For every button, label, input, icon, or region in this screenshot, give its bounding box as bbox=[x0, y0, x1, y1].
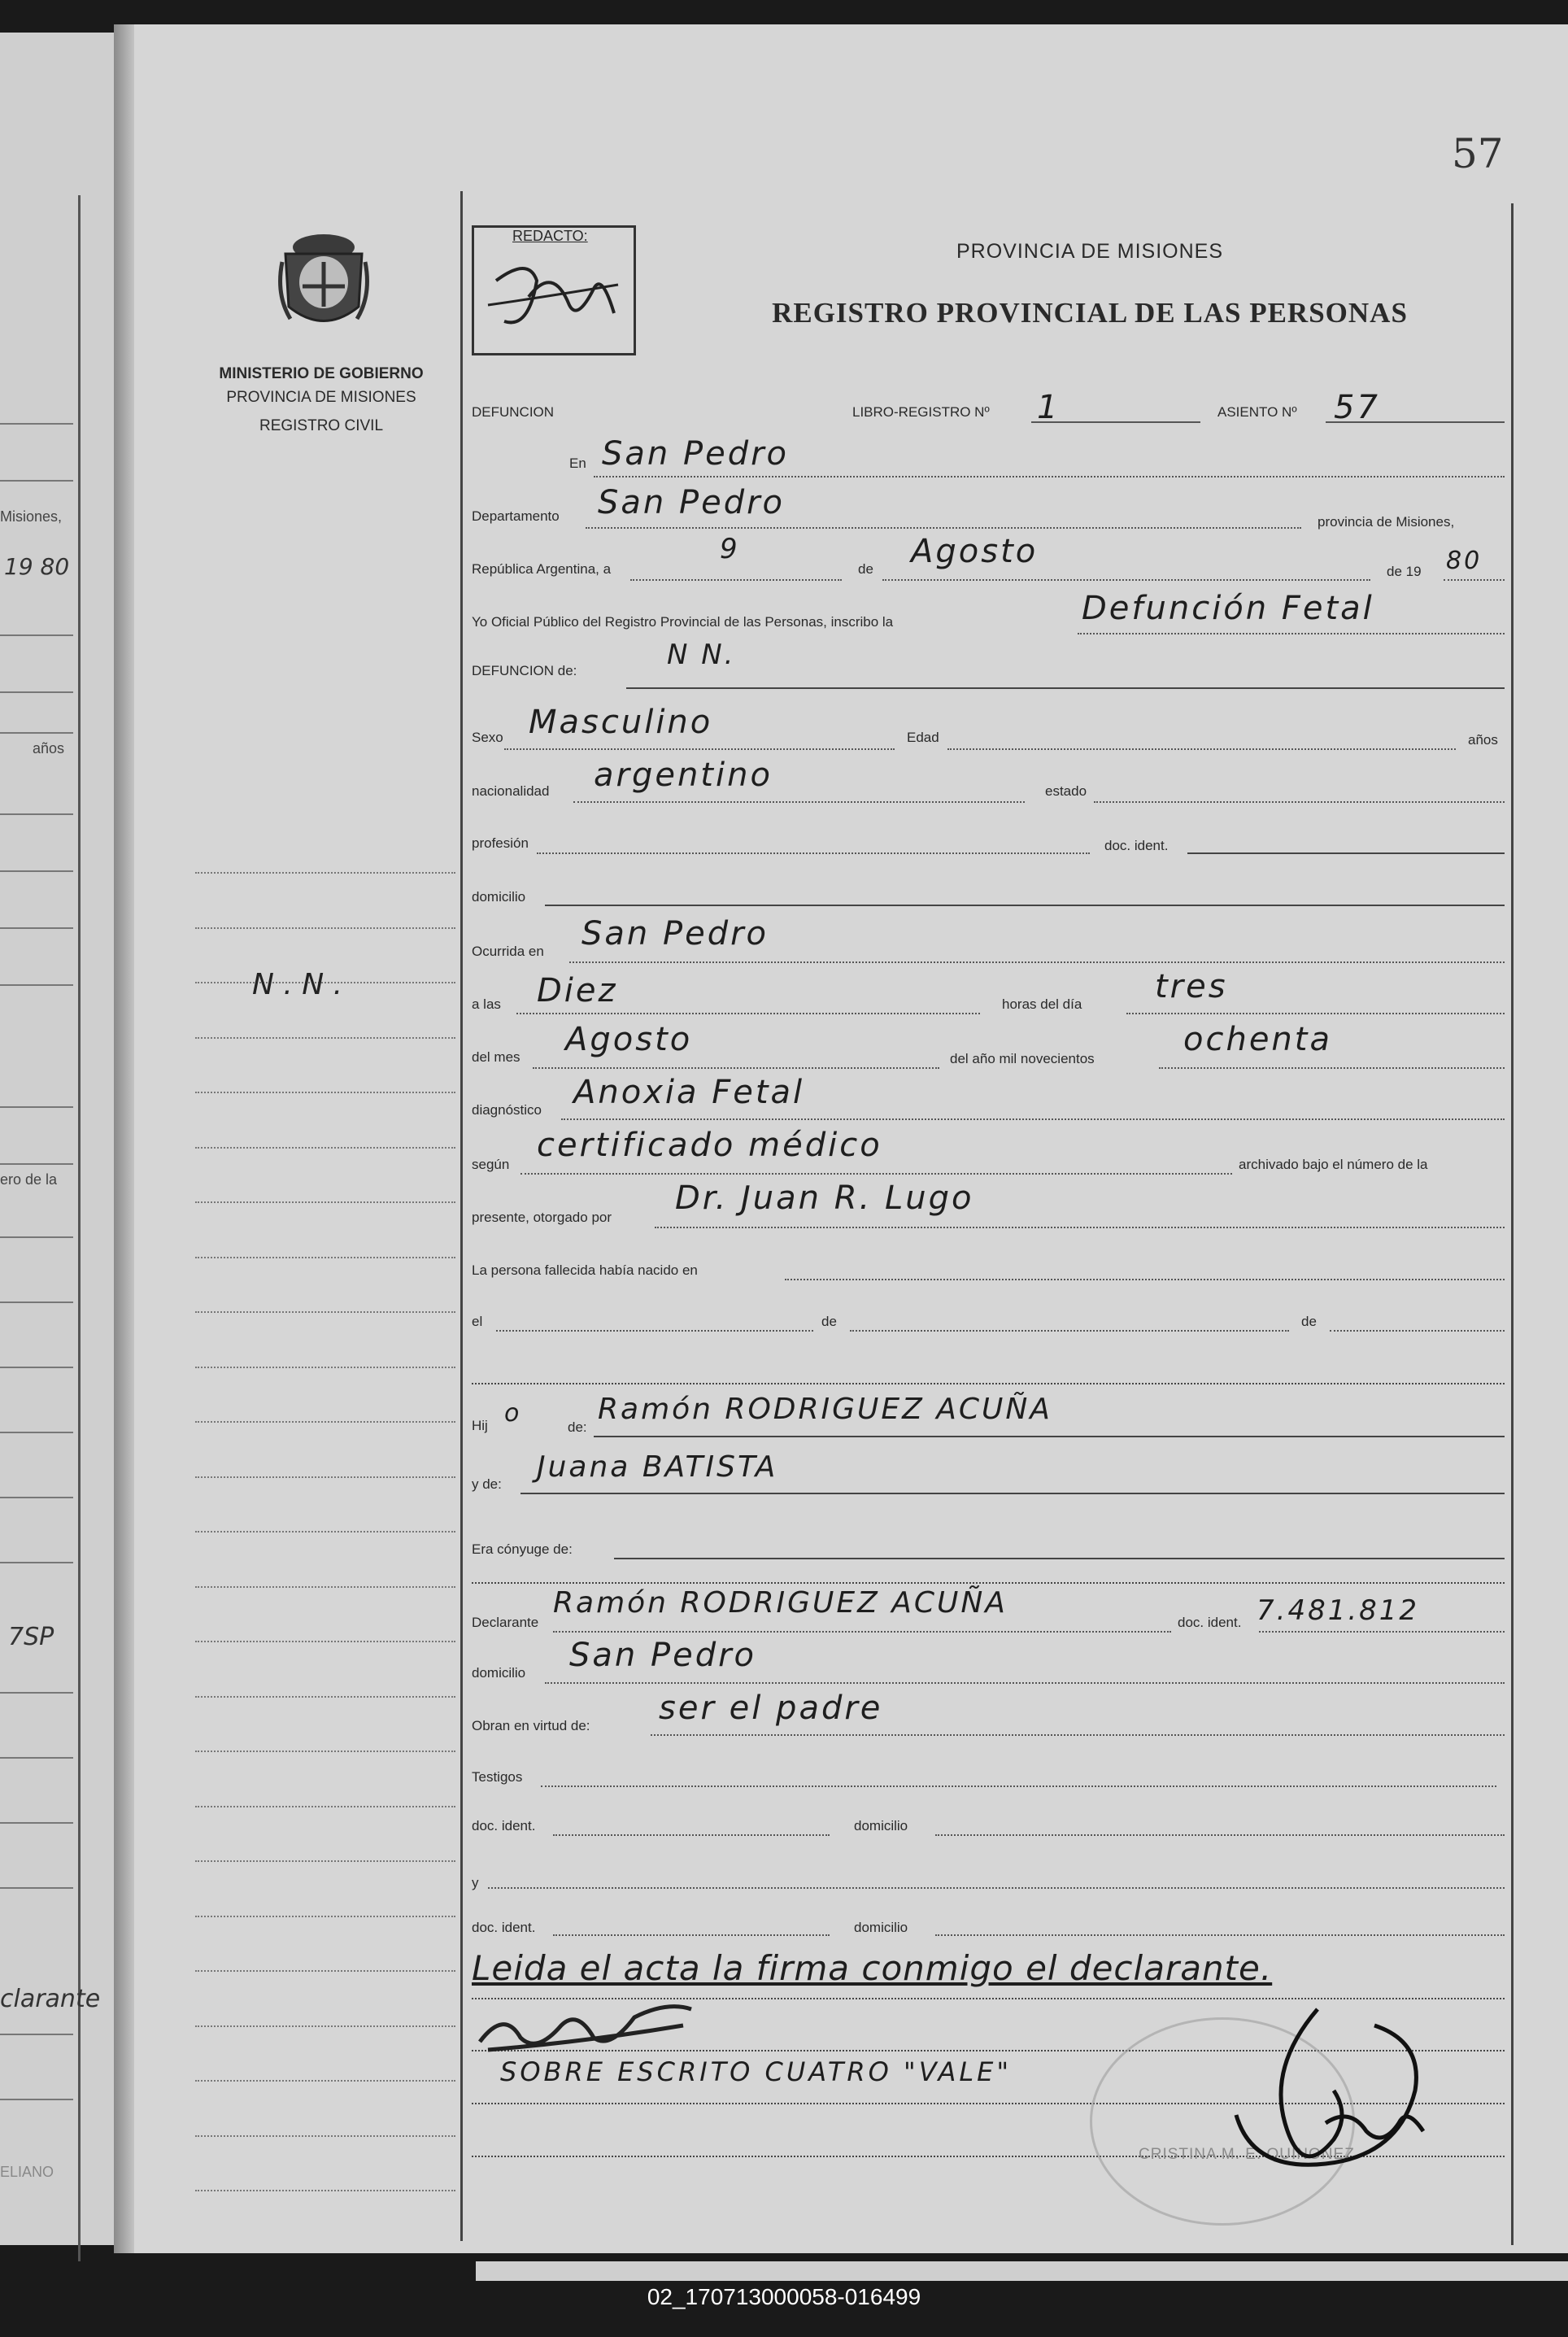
left-rule-line bbox=[0, 1757, 73, 1759]
y-label: y bbox=[472, 1875, 479, 1890]
redacto-signature bbox=[480, 248, 626, 346]
nacionalidad-field bbox=[573, 801, 1025, 803]
alas-value: Diez bbox=[537, 972, 618, 1009]
left-fragment-handwriting: clarante bbox=[0, 1985, 101, 2013]
declarante-doc-value: 7.481.812 bbox=[1257, 1594, 1420, 1627]
delmes-label: del mes bbox=[472, 1049, 520, 1065]
registry-title: REGISTRO PROVINCIAL DE LAS PERSONAS bbox=[772, 297, 1408, 329]
leida-statement: Leida el acta la firma conmigo el declarante. bbox=[472, 1948, 1273, 1988]
left-rule-line bbox=[0, 1367, 73, 1368]
en-label: En bbox=[569, 456, 586, 471]
sexo-field bbox=[504, 748, 895, 750]
left-rule-line bbox=[0, 691, 73, 693]
left-rule-line bbox=[0, 1163, 73, 1165]
bottom-page-edge bbox=[476, 2261, 1568, 2281]
mes-value: Agosto bbox=[911, 533, 1039, 570]
testigos-field bbox=[541, 1785, 1496, 1787]
provincia-label: provincia de Misiones, bbox=[1318, 514, 1455, 530]
padre-field bbox=[594, 1436, 1505, 1437]
profesion-label: profesión bbox=[472, 835, 529, 851]
ministry-line: MINISTERIO DE GOBIERNO bbox=[219, 365, 424, 382]
left-rule-line bbox=[0, 1106, 73, 1108]
declarant-signature bbox=[472, 1993, 699, 2066]
estado-field bbox=[1094, 801, 1505, 803]
departamento-field bbox=[586, 527, 1301, 529]
t2-dom-field bbox=[935, 1934, 1505, 1936]
de3-field bbox=[1330, 1330, 1505, 1332]
delanio-value: ochenta bbox=[1183, 1021, 1332, 1058]
horas-value: tres bbox=[1155, 968, 1228, 1005]
image-caption: 02_170713000058-016499 bbox=[647, 2284, 921, 2309]
ministry-line: REGISTRO CIVIL bbox=[259, 417, 384, 434]
t-doc-field bbox=[553, 1834, 830, 1836]
left-rule-line bbox=[0, 2099, 73, 2100]
testigos-label: Testigos bbox=[472, 1769, 523, 1785]
domicilio-field bbox=[545, 905, 1505, 906]
republica-label: República Argentina, a bbox=[472, 561, 612, 577]
diagnostico-field bbox=[561, 1118, 1505, 1120]
presente-value: Dr. Juan R. Lugo bbox=[675, 1179, 974, 1217]
anos-label: años bbox=[1468, 732, 1498, 748]
de3-label: de bbox=[1301, 1314, 1317, 1329]
anio-value: 80 bbox=[1446, 547, 1483, 575]
defuncion-de-label: DEFUNCION de: bbox=[472, 663, 577, 678]
left-rule-line bbox=[0, 732, 73, 734]
padre-value: Ramón RODRIGUEZ ACUÑA bbox=[598, 1393, 1052, 1426]
departamento-label: Departamento bbox=[472, 508, 560, 524]
left-rule-line bbox=[0, 1497, 73, 1498]
left-rule-line bbox=[0, 1887, 73, 1889]
left-rule-line bbox=[0, 1301, 73, 1303]
official-signature bbox=[1187, 1993, 1448, 2196]
ministry-line: PROVINCIA DE MISIONES bbox=[226, 389, 416, 406]
anio-label: de 19 bbox=[1387, 564, 1422, 579]
left-rule-line bbox=[0, 870, 73, 872]
nacido-label: La persona fallecida había nacido en bbox=[472, 1262, 698, 1278]
hij-value: o bbox=[504, 1399, 522, 1428]
nacionalidad-label: nacionalidad bbox=[472, 783, 550, 799]
delmes-field bbox=[533, 1067, 939, 1069]
coat-of-arms-icon bbox=[274, 229, 373, 335]
docident-field bbox=[1187, 852, 1505, 854]
ocurrida-label: Ocurrida en bbox=[472, 944, 544, 959]
left-fragment-text: ero de la bbox=[0, 1171, 58, 1188]
page-number: 57 bbox=[1452, 130, 1504, 177]
page-column-rule bbox=[460, 191, 463, 2241]
delanio-field bbox=[1159, 1067, 1505, 1069]
province-title: PROVINCIA DE MISIONES bbox=[956, 240, 1223, 263]
delanio-label: del año mil novecientos bbox=[950, 1051, 1095, 1066]
left-rule-line bbox=[0, 984, 73, 986]
sobre-escrito-note: SOBRE ESCRITO CUATRO "VALE" bbox=[500, 2056, 1013, 2087]
dom-decl-field bbox=[545, 1682, 1505, 1684]
stamp-text: CRISTINA M. E. QUINONEZ bbox=[1139, 2146, 1355, 2163]
dia-value: 9 bbox=[720, 533, 740, 565]
dom-decl-label: domicilio bbox=[472, 1665, 526, 1681]
left-fragment-text: ELIANO bbox=[0, 2164, 54, 2180]
de-label: de bbox=[858, 561, 873, 577]
declarante-label: Declarante bbox=[472, 1615, 539, 1630]
asiento-value: 57 bbox=[1334, 389, 1380, 426]
de2-label: de bbox=[821, 1314, 837, 1329]
mes-field bbox=[882, 579, 1370, 581]
presente-label: presente, otorgado por bbox=[472, 1210, 612, 1225]
left-rule-line bbox=[0, 927, 73, 929]
nacionalidad-value: argentino bbox=[594, 756, 773, 794]
madre-value: Juana BATISTA bbox=[537, 1450, 778, 1484]
t-dom-field bbox=[935, 1834, 1505, 1836]
en-field bbox=[594, 476, 1505, 477]
page-right-rule bbox=[1511, 203, 1514, 2245]
left-fragment-handwriting: 7SP bbox=[8, 1623, 54, 1651]
domicilio-label: domicilio bbox=[472, 889, 526, 905]
edad-label: Edad bbox=[907, 730, 939, 745]
margin-note: N . N . bbox=[252, 968, 343, 1001]
t2-doc-field bbox=[553, 1934, 830, 1936]
estado-label: estado bbox=[1045, 783, 1087, 799]
anio-field bbox=[1444, 579, 1505, 581]
left-rule-line bbox=[0, 1236, 73, 1238]
left-rule-line bbox=[0, 2034, 73, 2035]
el-label: el bbox=[472, 1314, 483, 1329]
redacto-label: REDACTO: bbox=[512, 228, 588, 244]
defuncion-de-field bbox=[626, 687, 1505, 689]
dom-decl-value: San Pedro bbox=[569, 1637, 757, 1674]
left-fragment-year: 19 80 bbox=[4, 553, 70, 580]
left-page-rule bbox=[78, 195, 81, 2261]
left-rule-line bbox=[0, 1822, 73, 1824]
left-rule-line bbox=[0, 423, 73, 425]
horas-field bbox=[1126, 1013, 1505, 1014]
yde-label: y de: bbox=[472, 1476, 502, 1492]
oficial-label: Yo Oficial Público del Registro Provincial de las Personas, inscribo la bbox=[472, 614, 894, 630]
declarante-doc-label: doc. ident. bbox=[1178, 1615, 1242, 1630]
presente-field bbox=[655, 1227, 1505, 1228]
conyuge-label: Era cónyuge de: bbox=[472, 1541, 573, 1557]
horas-label: horas del día bbox=[1002, 996, 1082, 1012]
left-rule-line bbox=[0, 1562, 73, 1563]
ocurrida-field bbox=[569, 961, 1505, 963]
de2-field bbox=[850, 1330, 1289, 1332]
profesion-field bbox=[537, 852, 1090, 854]
archivado-label: archivado bajo el número de la bbox=[1239, 1157, 1428, 1172]
oficial-value: Defunción Fetal bbox=[1082, 590, 1374, 627]
obran-label: Obran en virtud de: bbox=[472, 1718, 590, 1733]
t2-dom-label: domicilio bbox=[854, 1920, 908, 1935]
nacido-field bbox=[785, 1279, 1505, 1280]
left-fragment-text: Misiones, bbox=[0, 508, 63, 525]
conyuge-field bbox=[614, 1558, 1505, 1559]
segun-label: según bbox=[472, 1157, 510, 1172]
diagnostico-value: Anoxia Fetal bbox=[573, 1074, 805, 1111]
t-dom-label: domicilio bbox=[854, 1818, 908, 1833]
ocurrida-value: San Pedro bbox=[581, 915, 769, 953]
left-rule-line bbox=[0, 480, 73, 482]
left-rule-line bbox=[0, 813, 73, 815]
de-padre-label: de: bbox=[568, 1419, 587, 1435]
obran-value: ser el padre bbox=[659, 1690, 883, 1727]
declarante-value: Ramón RODRIGUEZ ACUÑA bbox=[553, 1586, 1008, 1620]
defuncion-de-value: N N. bbox=[667, 639, 736, 671]
left-rule-line bbox=[0, 634, 73, 636]
t2-doc-label: doc. ident. bbox=[472, 1920, 536, 1935]
y-field bbox=[488, 1887, 1505, 1889]
oficial-field bbox=[1078, 633, 1505, 634]
departamento-value: San Pedro bbox=[598, 484, 786, 521]
left-rule-line bbox=[0, 1692, 73, 1694]
dia-field bbox=[630, 579, 842, 581]
blank-line bbox=[472, 1383, 1505, 1384]
declarante-doc-field bbox=[1259, 1631, 1505, 1633]
ministry-header bbox=[199, 362, 443, 438]
libro-label: LIBRO-REGISTRO Nº bbox=[852, 404, 990, 420]
declarante-field bbox=[553, 1631, 1171, 1633]
obran-field bbox=[651, 1734, 1505, 1736]
asiento-label: ASIENTO Nº bbox=[1217, 404, 1297, 420]
t-doc-label: doc. ident. bbox=[472, 1818, 536, 1833]
segun-field bbox=[520, 1173, 1232, 1175]
delmes-value: Agosto bbox=[565, 1021, 693, 1058]
sexo-value: Masculino bbox=[529, 704, 713, 741]
alas-label: a las bbox=[472, 996, 501, 1012]
left-rule-line bbox=[0, 1432, 73, 1433]
sexo-label: Sexo bbox=[472, 730, 503, 745]
left-fragment-text: años bbox=[33, 740, 65, 756]
edad-field bbox=[947, 748, 1456, 750]
blank-line bbox=[472, 1582, 1505, 1584]
en-value: San Pedro bbox=[602, 435, 790, 473]
alas-field bbox=[516, 1013, 980, 1014]
defuncion-label: DEFUNCION bbox=[472, 404, 555, 420]
segun-value: certificado médico bbox=[537, 1127, 882, 1164]
hij-label: Hij bbox=[472, 1418, 488, 1433]
libro-value: 1 bbox=[1037, 389, 1061, 426]
left-page-fragment bbox=[0, 33, 114, 2245]
docident-label: doc. ident. bbox=[1104, 838, 1169, 853]
madre-field bbox=[520, 1493, 1505, 1494]
diagnostico-label: diagnóstico bbox=[472, 1102, 542, 1118]
el-field bbox=[496, 1330, 813, 1332]
